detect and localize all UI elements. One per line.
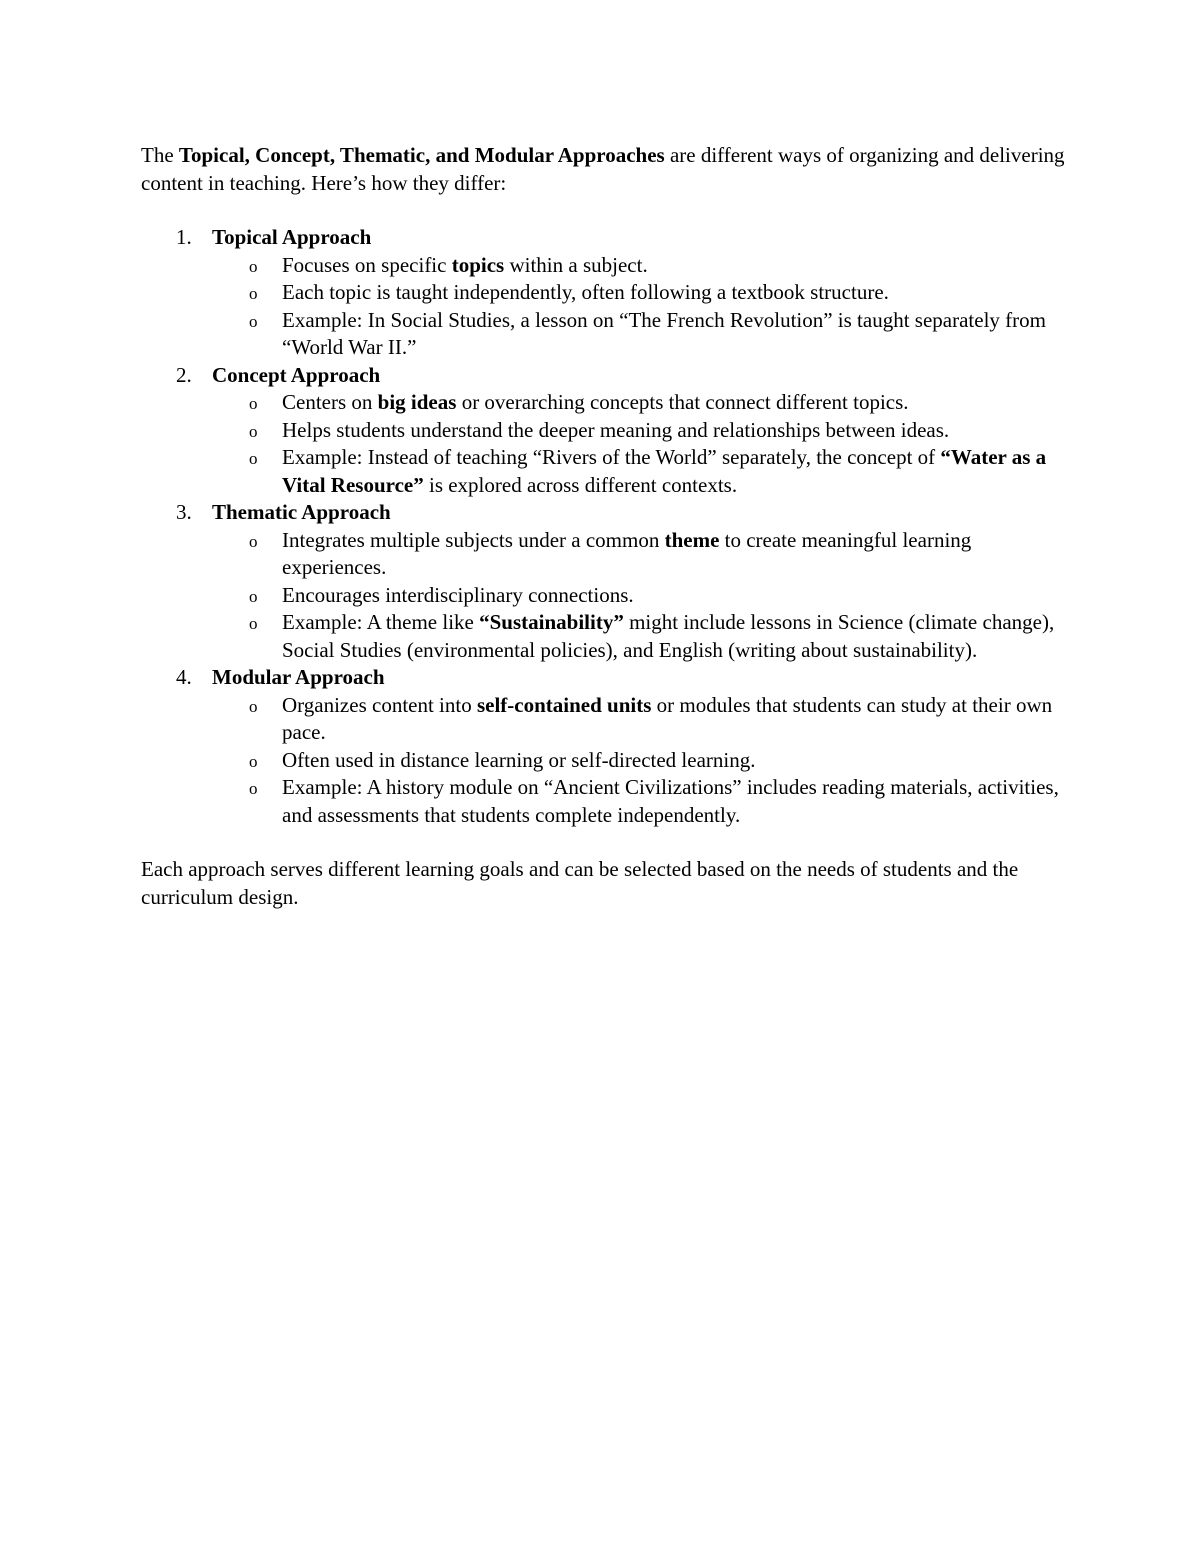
bullet-text-bold: “Sustainability” — [479, 610, 624, 634]
list-item — [141, 692, 1071, 747]
bullet-list — [141, 252, 1071, 362]
intro-text-post: are different ways of organizing and delivering content in teaching. Here’s how they differ: — [141, 143, 1065, 195]
list-number: 2. — [176, 362, 192, 387]
bullet-text-pre: Often used in distance learning or self-directed learning. — [282, 747, 756, 772]
approach-heading — [141, 224, 1071, 252]
approach-title: Thematic Approach — [212, 500, 391, 524]
bullet-marker: o — [249, 284, 258, 303]
approach-title: Modular Approach — [212, 665, 385, 689]
bullet-marker: o — [249, 779, 258, 798]
list-item — [141, 747, 1071, 775]
bullet-text-post: might include lessons in Science (climate change), Social Studies (environmental policies), and English (writing about sustainability). — [282, 610, 1055, 662]
bullet-text-bold: self-contained units — [476, 692, 652, 717]
approach-heading — [141, 362, 1071, 390]
bullet-text-post: is explored across different contexts. — [423, 472, 738, 497]
bullet-marker: o — [249, 256, 258, 276]
approach-heading — [141, 499, 1071, 527]
list-item — [141, 609, 1071, 664]
bullet-text-pre: Helps students understand the deeper meaning and relationships between ideas. — [282, 417, 950, 442]
bullet-text-pre: Focuses on specific — [282, 252, 452, 277]
list-item — [141, 444, 1071, 499]
bullet-text-pre: Example: Instead of teaching “Rivers of the World” separately, the concept of — [282, 445, 941, 469]
bullet-text-post: or overarching concepts that connect different topics. — [456, 390, 909, 414]
bullet-marker: o — [249, 531, 258, 551]
bullet-text-pre: Example: A theme like — [282, 610, 480, 634]
bullet-text-post: or modules that students can study at their own pace. — [282, 692, 1053, 744]
approach-title: Topical Approach — [212, 225, 372, 249]
bullet-marker: o — [249, 696, 258, 716]
bullet-text-bold: big ideas — [377, 390, 457, 414]
bullet-text-pre: Each topic is taught independently, often following a textbook structure. — [282, 280, 889, 304]
bullet-marker: o — [249, 614, 258, 633]
bullet-marker: o — [249, 586, 258, 606]
list-item — [141, 307, 1071, 362]
approach-modular — [141, 664, 1071, 829]
list-item — [141, 389, 1071, 417]
approaches-list — [141, 224, 1071, 829]
bullet-list — [141, 389, 1071, 499]
bullet-text-pre: Example: A history module on “Ancient Civilizations” includes reading materials, activities, and assessments that students complete independently. — [282, 775, 1059, 827]
bullet-list — [141, 692, 1071, 830]
list-number: 3. — [176, 500, 192, 524]
list-item — [141, 527, 1071, 582]
approach-heading — [141, 664, 1071, 692]
list-item — [141, 582, 1071, 610]
bullet-marker: o — [249, 311, 258, 331]
approach-concept — [141, 362, 1071, 500]
list-number: 4. — [176, 665, 192, 689]
bullet-marker: o — [249, 421, 258, 441]
list-item — [141, 252, 1071, 280]
list-item — [141, 417, 1071, 445]
bullet-text-pre: Centers on — [282, 390, 378, 414]
intro-text-pre: The — [141, 143, 179, 167]
intro-paragraph — [141, 142, 1071, 197]
bullet-text-bold: theme — [664, 527, 720, 552]
bullet-text-post: to create meaningful learning experiences. — [282, 527, 972, 579]
bullet-text-bold: “Water as a Vital Resource” — [282, 445, 1047, 497]
bullet-text-pre: Organizes content into — [282, 692, 477, 717]
bullet-text-pre: Encourages interdisciplinary connections. — [282, 582, 634, 607]
bullet-marker: o — [249, 394, 258, 413]
intro-text-bold: Topical, Concept, Thematic, and Modular Approaches — [178, 143, 665, 167]
bullet-marker: o — [249, 751, 258, 771]
approach-topical — [141, 224, 1071, 362]
document-page — [141, 142, 1071, 911]
bullet-text-pre: Integrates multiple subjects under a common — [282, 527, 665, 552]
bullet-text-pre: Example: In Social Studies, a lesson on “The French Revolution” is taught separately from “World War II.” — [282, 307, 1046, 359]
approach-thematic — [141, 499, 1071, 664]
list-item — [141, 774, 1071, 829]
approach-title: Concept Approach — [212, 362, 381, 387]
list-number: 1. — [176, 225, 192, 249]
list-item — [141, 279, 1071, 307]
bullet-marker: o — [249, 449, 258, 468]
closing-paragraph: Each approach serves different learning goals and can be selected based on the needs of students and the curriculum design. — [141, 857, 1019, 909]
bullet-list — [141, 527, 1071, 665]
bullet-text-post: within a subject. — [504, 252, 648, 277]
bullet-text-bold: topics — [451, 252, 505, 277]
